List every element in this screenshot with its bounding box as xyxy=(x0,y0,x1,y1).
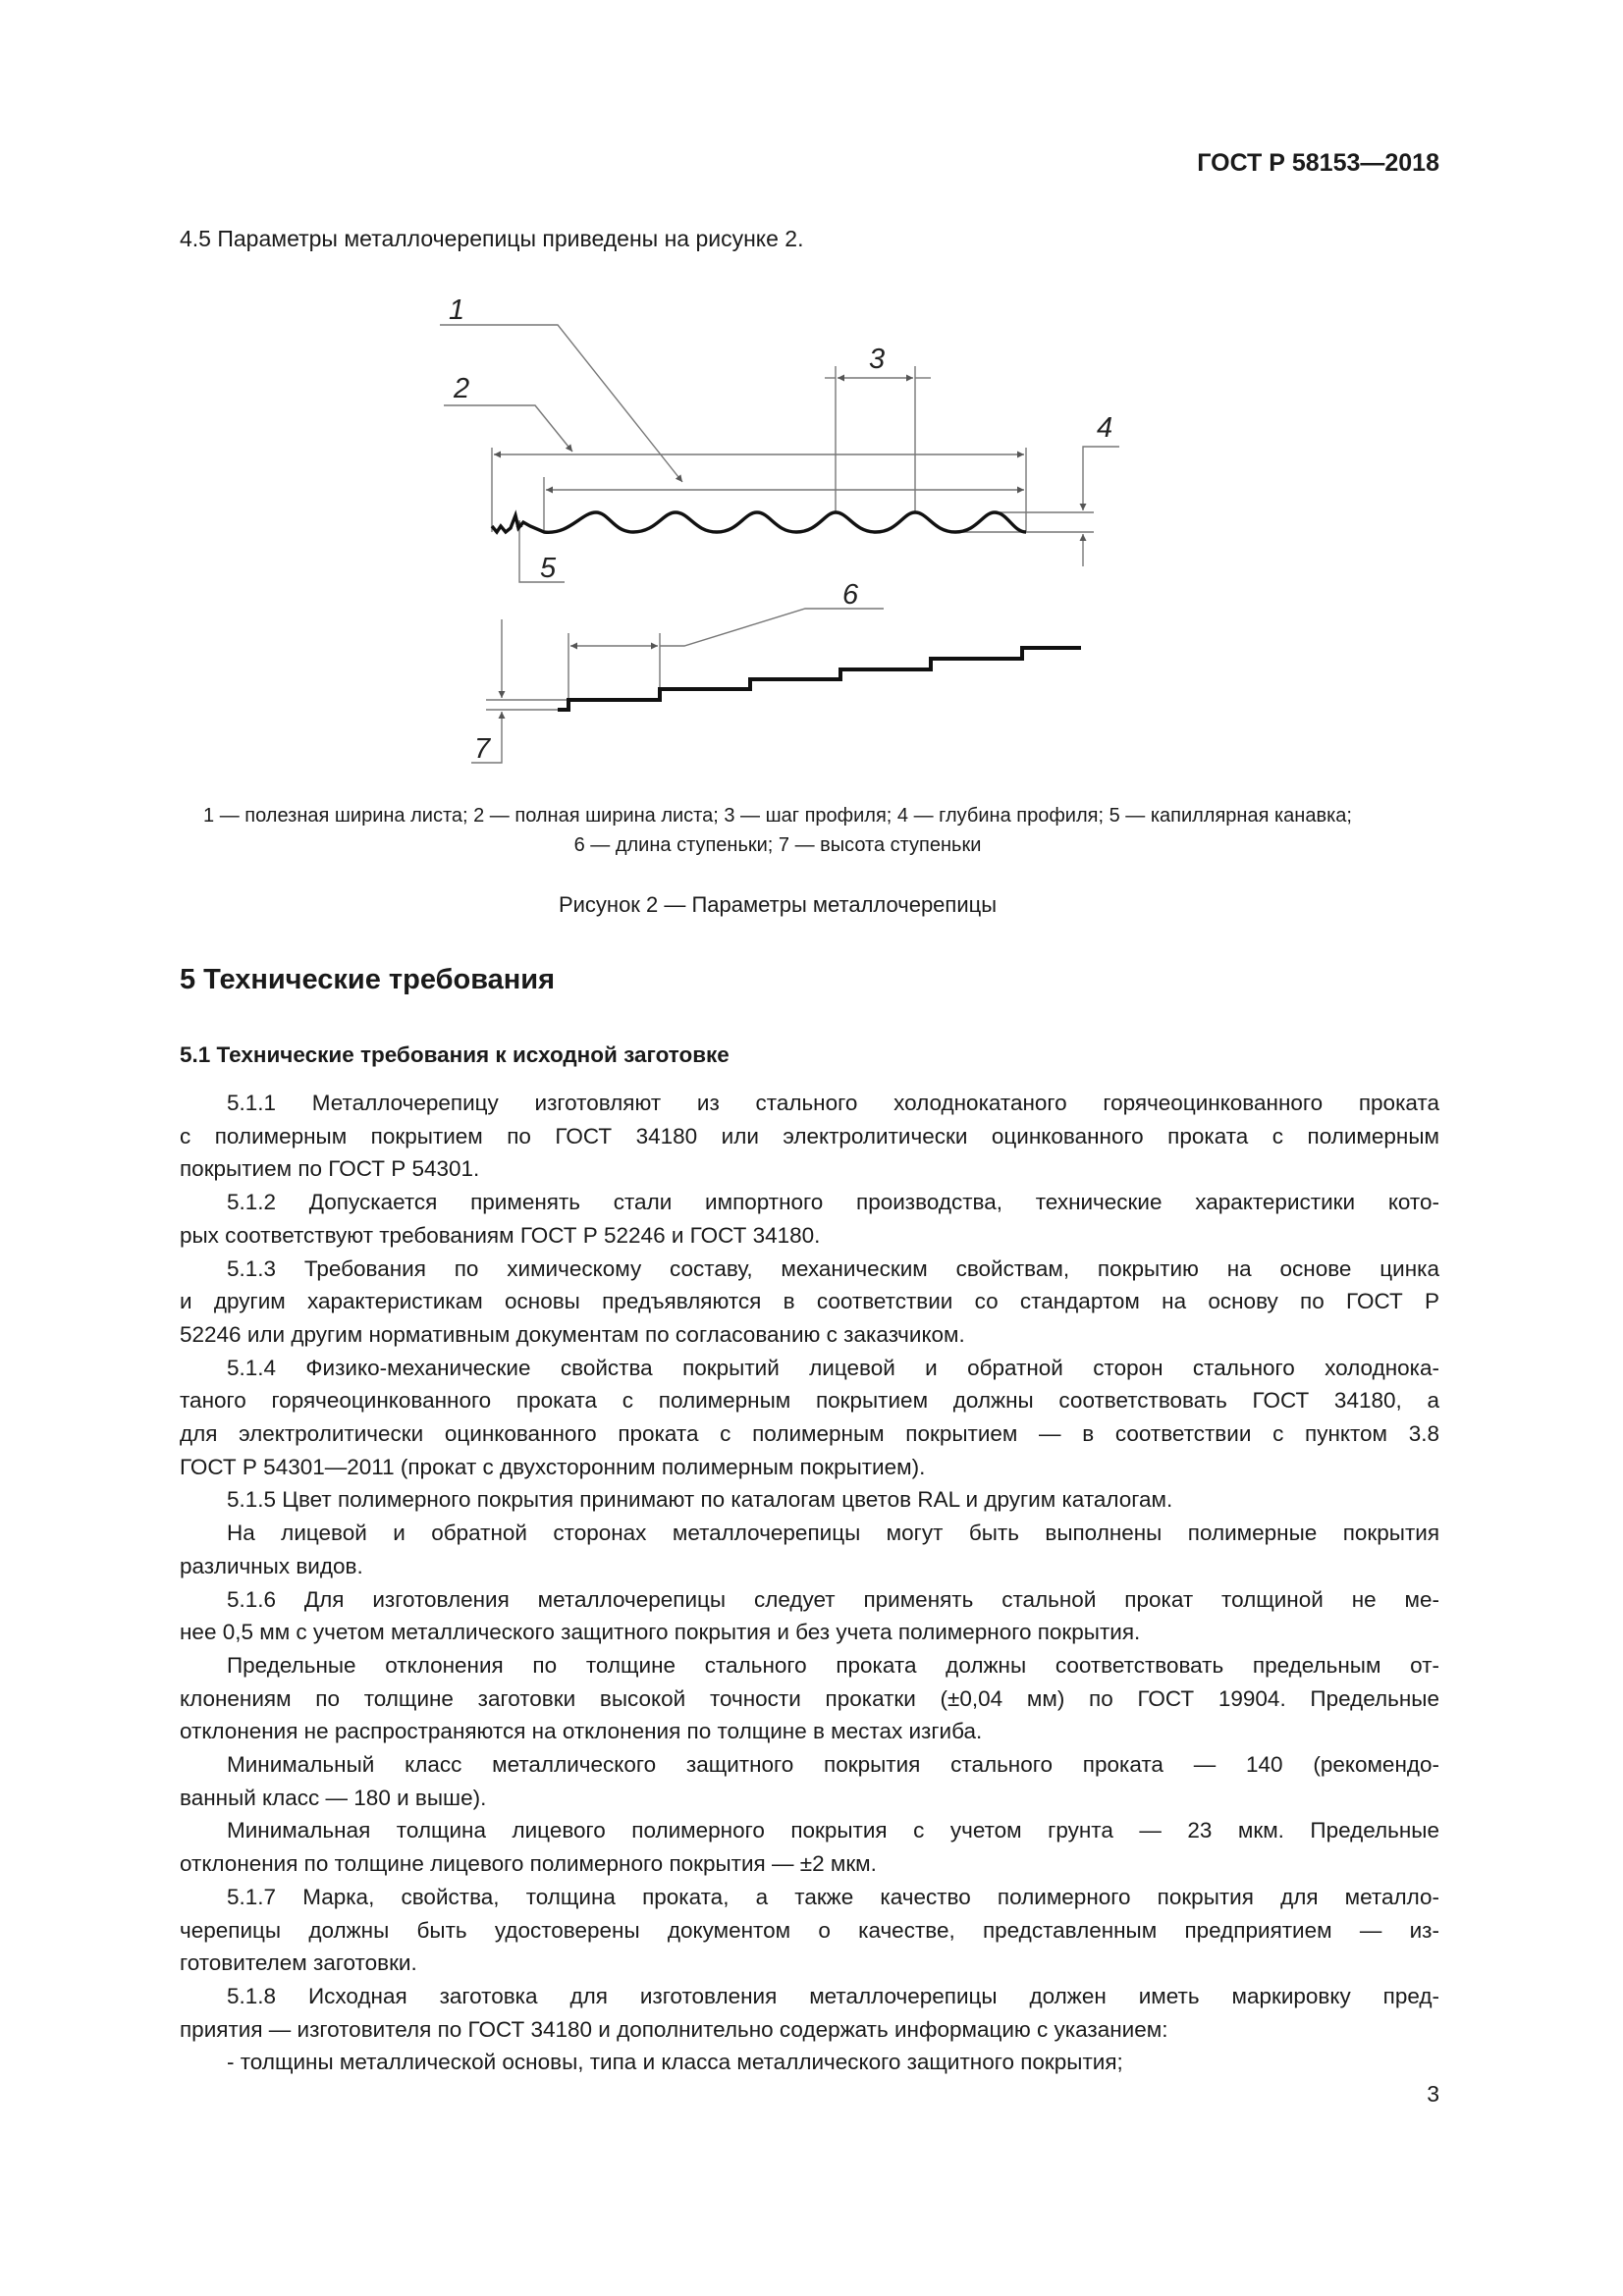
body-text xyxy=(180,1087,1439,2079)
text-line: - толщины металлической основы, типа и класса металлического защитного покрытия; xyxy=(227,2050,1123,2075)
label-7: 7 xyxy=(474,733,491,765)
text-line: 5.1.2 Допускается применять стали импортного производства, технические характеристики кото- xyxy=(227,1190,1439,1215)
text-line: отклонения не распространяются на отклонения по толщине в местах изгиба. xyxy=(180,1719,983,1744)
paragraph xyxy=(180,1980,1439,2046)
figure-legend-line: 6 — длина ступеньки; 7 — высота ступеньки xyxy=(573,834,982,856)
text-line: 5.1.4 Физико-механические свойства покрытий лицевой и обратной сторон стального холоднока- xyxy=(227,1355,1439,1380)
text-line: Минимальный класс металлического защитного покрытия стального проката — 140 (рекомендо- xyxy=(227,1752,1439,1778)
text-line: готовителем заготовки. xyxy=(180,1950,417,1976)
leader-1 xyxy=(440,325,682,482)
paragraph xyxy=(180,1881,1439,1980)
tile-step-profile xyxy=(558,648,1081,710)
paragraph xyxy=(180,1814,1439,1880)
label-3: 3 xyxy=(869,344,886,375)
subsection-heading: 5.1 Технические требования к исходной заготовке xyxy=(180,1042,730,1067)
paragraph xyxy=(180,1748,1439,1814)
paragraph xyxy=(180,1483,1439,1517)
document-code-header: ГОСТ Р 58153—2018 xyxy=(1197,149,1439,177)
text-line: таного горячеоцинкованного проката с полимерным покрытием должны соответствовать ГОСТ 34180, а xyxy=(180,1388,1439,1414)
text-line: нее 0,5 мм с учетом металлического защитного покрытия и без учета полимерного покрытия. xyxy=(180,1620,1141,1645)
roof-tile-parameters-figure xyxy=(412,275,1119,785)
paragraph xyxy=(180,1517,1439,1582)
section-heading: 5 Технические требования xyxy=(180,964,556,995)
paragraph xyxy=(180,1186,1439,1252)
text-line: ГОСТ Р 54301—2011 (прокат с двухсторонним полимерным покрытием). xyxy=(180,1454,926,1479)
text-line: для электролитически оцинкованного проката с полимерным покрытием — в соответствии с пунктом 3.8 xyxy=(180,1421,1439,1447)
text-line: и другим характеристикам основы предъявляются в соответствии со стандартом на основу по ГОСТ Р xyxy=(180,1289,1439,1314)
label-5: 5 xyxy=(540,553,557,584)
text-line: 5.1.3 Требования по химическому составу, механическим свойствам, покрытию на основе цинка xyxy=(227,1255,1439,1281)
paragraph xyxy=(180,1253,1439,1352)
label-2: 2 xyxy=(454,373,470,404)
label-4: 4 xyxy=(1097,412,1113,444)
text-line: различных видов. xyxy=(180,1553,363,1578)
text-line: приятия — изготовителя по ГОСТ 34180 и дополнительно содержать информацию с указанием: xyxy=(180,2016,1168,2042)
intro-paragraph: 4.5 Параметры металлочерепицы приведены на рисунке 2. xyxy=(180,226,804,251)
paragraph xyxy=(180,1087,1439,1186)
text-line: 5.1.8 Исходная заготовка для изготовления металлочерепицы должен иметь маркировку пред- xyxy=(227,1983,1439,2008)
text-line: с полимерным покрытием по ГОСТ 34180 или электролитически оцинкованного проката с полимерным xyxy=(180,1123,1439,1148)
paragraph xyxy=(180,2046,1439,2079)
text-line: ванный класс — 180 и выше). xyxy=(180,1785,487,1810)
text-line: 5.1.5 Цвет полимерного покрытия принимают по каталогам цветов RAL и другим каталогам. xyxy=(227,1487,1173,1513)
text-line: 5.1.6 Для изготовления металлочерепицы следует применять стальной прокат толщиной не ме- xyxy=(227,1586,1439,1612)
figure-legend-line: 1 — полезная ширина листа; 2 — полная ширина листа; 3 — шаг профиля; 4 — глубина профиля; 5 — капиллярная канавка; xyxy=(203,805,1352,827)
text-line: клонениям по толщине заготовки высокой точности прокатки (±0,04 мм) по ГОСТ 19904. Предельные xyxy=(180,1685,1439,1711)
figure-title: Рисунок 2 — Параметры металлочерепицы xyxy=(558,892,998,917)
tile-profile-wave xyxy=(492,512,1026,532)
label-1: 1 xyxy=(449,294,465,326)
text-line: покрытием по ГОСТ Р 54301. xyxy=(180,1156,480,1182)
text-line: Минимальная толщина лицевого полимерного покрытия с учетом грунта — 23 мкм. Предельные xyxy=(227,1818,1439,1843)
text-line: Предельные отклонения по толщине стального проката должны соответствовать предельным от- xyxy=(227,1652,1439,1678)
paragraph xyxy=(180,1649,1439,1748)
text-line: 5.1.1 Металлочерепицу изготовляют из стального холоднокатаного горячеоцинкованного проката xyxy=(227,1091,1439,1115)
text-line: черепицы должны быть удостоверены документом о качестве, представленным предприятием — из- xyxy=(180,1917,1439,1943)
leader-2 xyxy=(444,405,572,452)
text-line: отклонения по толщине лицевого полимерного покрытия — ±2 мкм. xyxy=(180,1851,877,1877)
page-number: 3 xyxy=(1427,2081,1439,2107)
text-line: 52246 или другим нормативным документам по согласованию с заказчиком. xyxy=(180,1321,965,1347)
paragraph xyxy=(180,1352,1439,1484)
leader-6 xyxy=(660,609,884,646)
text-line: На лицевой и обратной сторонах металлочерепицы могут быть выполнены полимерные покрытия xyxy=(227,1521,1439,1546)
paragraph xyxy=(180,1583,1439,1649)
text-line: рых соответствуют требованиям ГОСТ Р 52246 и ГОСТ 34180. xyxy=(180,1222,821,1248)
label-6: 6 xyxy=(842,579,859,611)
text-line: 5.1.7 Марка, свойства, толщина проката, а также качество полимерного покрытия для металло- xyxy=(227,1884,1439,1909)
leader-4 xyxy=(1083,447,1119,510)
